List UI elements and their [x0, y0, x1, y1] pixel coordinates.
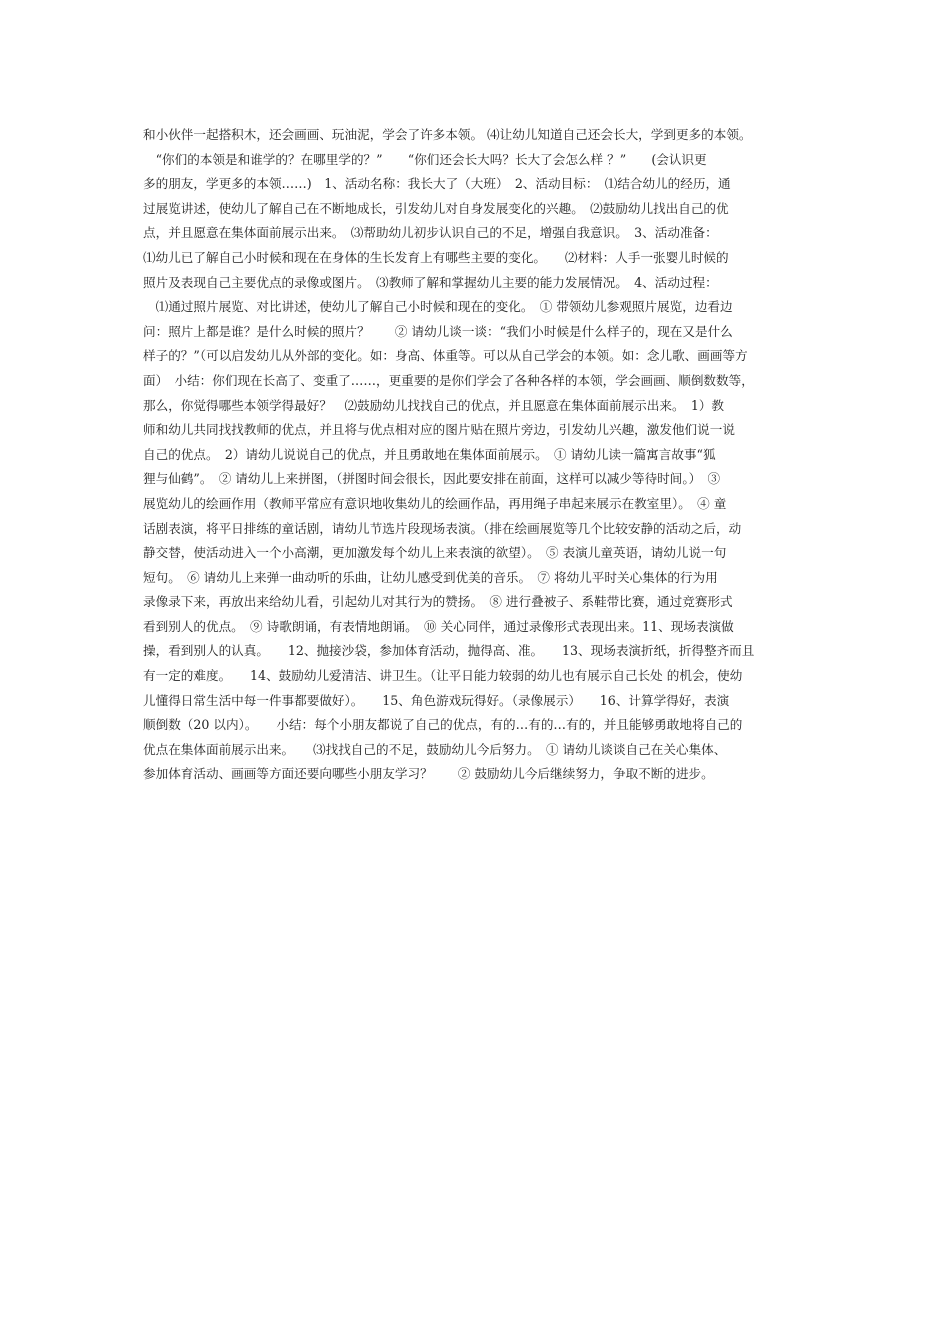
text-line: 多的朋友，学更多的本领……) 1、活动名称：我长大了（大班） 2、活动目标： ⑴结合幼儿的经历，通: [143, 176, 731, 192]
text-line: 面） 小结：你们现在长高了、变重了……，更重要的是你们学会了各种各样的本领，学会画画、顺倒数数等，: [143, 372, 754, 388]
text-line: ⑴幼儿已了解自己小时候和现在在身体的生长发育上有哪些主要的变化。 ⑵材料：人手一张婴儿时候的: [143, 249, 729, 265]
text-line: 点，并且愿意在集体面前展示出来。 ⑶帮助幼儿初步认识自己的不足，增强自我意识。 3、活动准备：: [143, 225, 718, 241]
text-line: 顺倒数（20 以内）。 小结：每个小朋友都说了自己的优点，有的…有的…有的，并且能够勇敢地将自己的: [143, 717, 743, 733]
text-line: 录像录下来，再放出来给幼儿看，引起幼儿对其行为的赞扬。 ⑧ 进行叠被子、系鞋带比赛，通过竞赛形式: [143, 594, 733, 610]
text-line: 看到别人的优点。 ⑨ 诗歌朗诵，有表情地朗诵。 ⑩ 关心同伴，通过录像形式表现出来。11、现场表演做: [143, 618, 734, 634]
text-line: 样子的？”（可以启发幼儿从外部的变化。如：身高、体重等。可以从自己学会的本领。如：念儿歌、画画等方: [143, 348, 748, 364]
text-line: 和小伙伴一起搭积木，还会画画、玩油泥，学会了许多本领。 ⑷让幼儿知道自己还会长大，学到更多的本领。: [143, 127, 752, 142]
text-line: 操，看到别人的认真。 12、抛接沙袋，参加体育活动，抛得高、准。 13、现场表演折纸，折得整齐而且: [143, 643, 755, 659]
text-line: 短句。 ⑥ 请幼儿上来弹一曲动听的乐曲，让幼儿感受到优美的音乐。 ⑦ 将幼儿平时关心集体的行为用: [143, 569, 718, 585]
text-line: “你们的本领是和谁学的？在哪里学的？” “你们还会长大吗？长大了会怎么样 ？” (会认识更: [143, 151, 707, 167]
text-line: 师和幼儿共同找找教师的优点，并且将与优点相对应的图片贴在照片旁边，引发幼儿兴趣，激发他们说一说: [143, 422, 735, 438]
text-line: 那么，你觉得哪些本领学得最好？ ⑵鼓励幼儿找找自己的优点，并且愿意在集体面前展示出来。 1）教: [143, 397, 725, 413]
text-line: 优点在集体面前展示出来。 ⑶找找自己的不足，鼓励幼儿今后努力。 ① 请幼儿谈谈自己在关心集体、: [143, 741, 727, 757]
text-line: 狸与仙鹤”。 ② 请幼儿上来拼图，（拼图时间会很长，因此要安排在前面，这样可以减少等待时间。） ③: [143, 471, 721, 487]
text-line: 有一定的难度。 14、鼓励幼儿爱清洁、讲卫生。（让平日能力较弱的幼儿也有展示自己长处 的机会，使幼: [143, 668, 743, 684]
text-line: 参加体育活动、画画等方面还要向哪些小朋友学习？ ② 鼓励幼儿今后继续努力，争取不断的进步。: [143, 766, 714, 782]
text-line: ⑴通过照片展览、对比讲述，使幼儿了解自己小时候和现在的变化。 ① 带领幼儿参观照片展览，边看边: [143, 299, 733, 315]
text-line: 照片及表现自己主要优点的录像或图片。 ⑶教师了解和掌握幼儿主要的能力发展情况。 4、活动过程：: [143, 274, 718, 290]
text-line: 问：照片上都是谁？是什么时候的照片？ ② 请幼儿谈一谈：“我们小时候是什么样子的，现在又是什么: [143, 323, 733, 339]
body-text: [143, 123, 815, 787]
text-line: 展览幼儿的绘画作用（教师平常应有意识地收集幼儿的绘画作品，再用绳子串起来展示在教室里）。 ④ 童: [143, 495, 727, 511]
text-line: 话剧表演，将平日排练的童话剧，请幼儿节选片段现场表演。（排在绘画展览等几个比较安静的活动之后，动: [143, 520, 742, 536]
text-line: 自己的优点。 2）请幼儿说说自己的优点，并且勇敢地在集体面前展示。 ① 请幼儿读一篇寓言故事“狐: [143, 446, 716, 462]
text-line: 过展览讲述，使幼儿了解自己在不断地成长，引发幼儿对自身发展变化的兴趣。 ⑵鼓励幼儿找出自己的优: [143, 200, 729, 216]
text-line: 静交替，使活动进入一个小高潮，更加激发每个幼儿上来表演的欲望）。 ⑤ 表演儿童英语，请幼儿说一句: [143, 545, 727, 561]
text-line: 儿懂得日常生活中每一件事都要做好）。 15、角色游戏玩得好。（录像展示） 16、计算学得好，表演: [143, 692, 730, 708]
